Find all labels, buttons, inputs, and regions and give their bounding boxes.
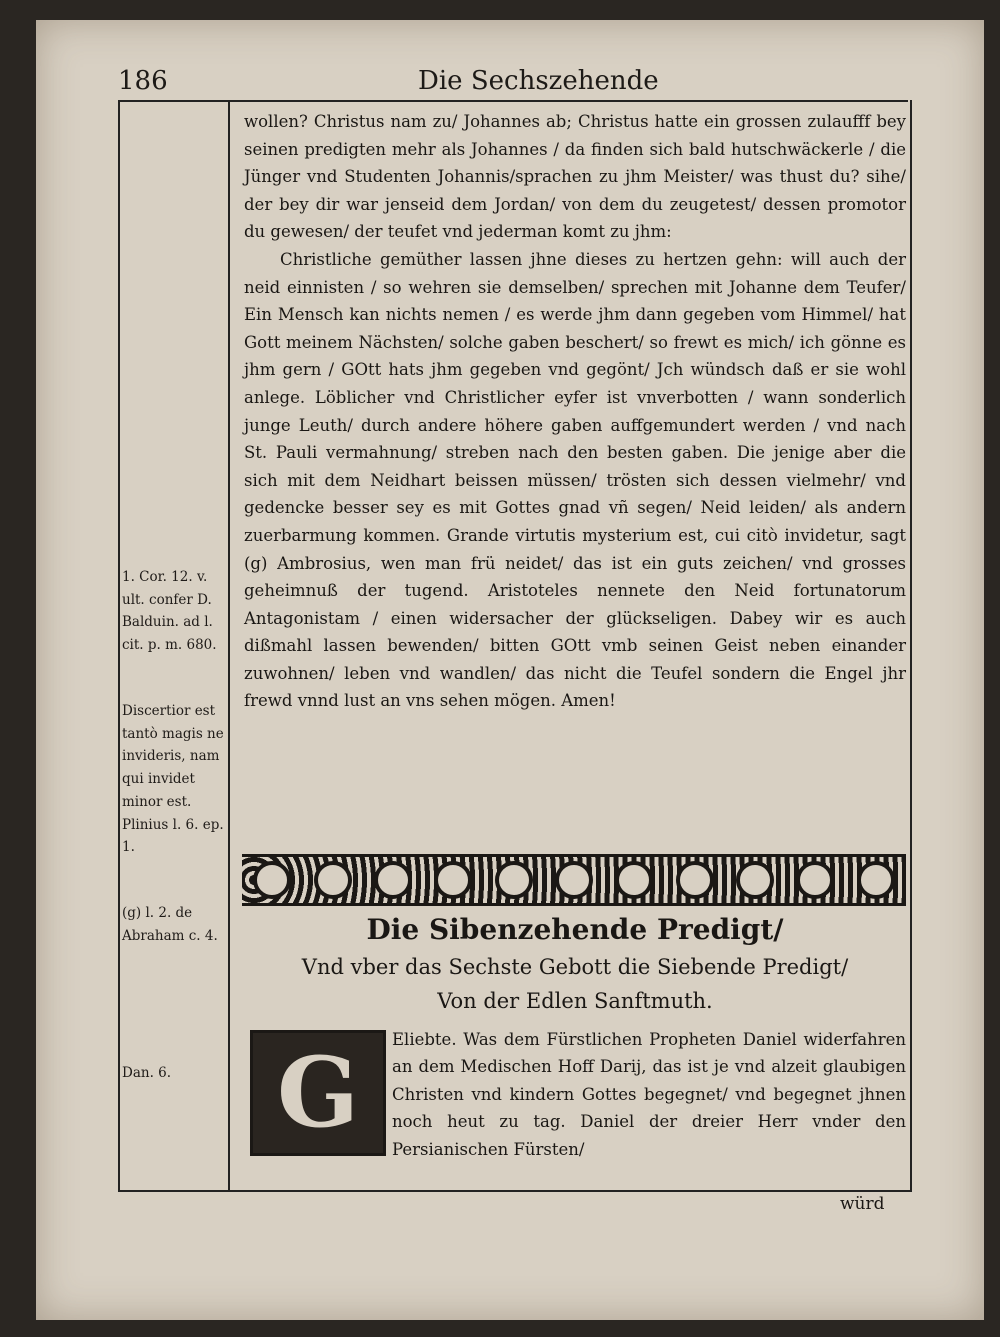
marginal-note-3: (g) l. 2. de Abraham c. 4. (122, 905, 218, 944)
main-text (244, 108, 906, 715)
sermon-subtitle: Vnd vber das Sechste Gebott die Siebende Predigt/ (301, 955, 849, 979)
marginal-note-1: 1. Cor. 12. v. ult. confer D. Balduin. ad l. cit. p. m. 680. (122, 569, 217, 654)
marginal-note-2: Discertior est tantò magis ne invideris, nam qui invidet minor est. Plinius l. 6. ep. 1. (122, 703, 224, 856)
sermon-intro-text: Eliebte. Was dem Fürstlichen Propheten Daniel widerfahren an dem Medischen Hoff Darij, das ist je vnd alzeit glaubigen Christen vnd kindern Gottes begegnet/ vnd begegnet jhnen noch heut zu tag. Daniel der dreier Herr vnder den Persianischen Fürsten/ (392, 1030, 906, 1159)
sermon-topic: Von der Edlen Sanftmuth. (437, 989, 713, 1013)
catchword: würd (840, 1194, 885, 1214)
paragraph-1: wollen? Christus nam zu/ Johannes ab; Christus hatte ein grossen zulaufff bey seinen predigten mehr als Johannes / da finden sich bald hutschwäckerle / die Jünger vnd Studenten Johannis/sprachen zu jhm Meister/ was thust du? sihe/ der bey dir war jenseid dem Jordan/ von dem du zeugetest/ dessen promotor du gewesen/ der teufet vnd jederman komt zu jhm: (244, 112, 906, 242)
running-title: Die Sechszehende (418, 66, 659, 96)
sermon-title: Die Sibenzehende Predigt/ (366, 913, 784, 946)
decorated-initial: G (250, 1030, 386, 1156)
paragraph-2: Christliche gemüther lassen jhne dieses zu hertzen gehn: will auch der neid einnisten / so wehren sie demselben/ sprechen mit Johanne dem Teufer/ Ein Mensch kan nichts nemen / es werde jhm dann gegeben vom Himmel/ hat Gott meinem Nächsten/ solche gaben beschert/ so frewt es mich/ ich gönne es jhm gern / GOtt hats jhm gegeben vnd gegönt/ Jch wündsch daß er sie wohl anlege. Löblicher vnd Christlicher eyfer ist vnverbotten / wann sonderlich junge Leuth/ durch andere höhere gaben auffgemundert werden / vnd nach St. Pauli vermahnung/ streben nach den besten gaben. Die jenige aber die sich mit dem Neidhart beissen müssen/ trösten sich dessen vielmehr/ vnd gedencke besser sey es mit Gottes gnad vñ segen/ Neid leiden/ als andern zuerbarmung kommen. Grande virtutis mysterium est, cui citò invidetur, sagt (g) Ambrosius, wen man frü neidet/ das ist ein guts zeichen/ vnd grosses geheimnuß der tugend. Aristoteles nennete den Neid fortunatorum Antagonistam / einen widersacher der glückseligen. Dabey wir es auch dißmahl lassen bewenden/ bitten GOtt vmb seinen Geist neben einander zuwohnen/ leben vnd wandlen/ das nicht die Teufel sondern die Engel jhr frewd vnnd lust an vns sehen mögen. Amen! (244, 249, 906, 711)
decorative-border-ornament (242, 854, 906, 906)
page-number: 186 (118, 66, 168, 96)
sermon-heading (244, 910, 906, 1018)
marginal-note-4: Dan. 6. (122, 1065, 172, 1081)
margin-divider (228, 102, 230, 1190)
page-header (118, 60, 908, 102)
